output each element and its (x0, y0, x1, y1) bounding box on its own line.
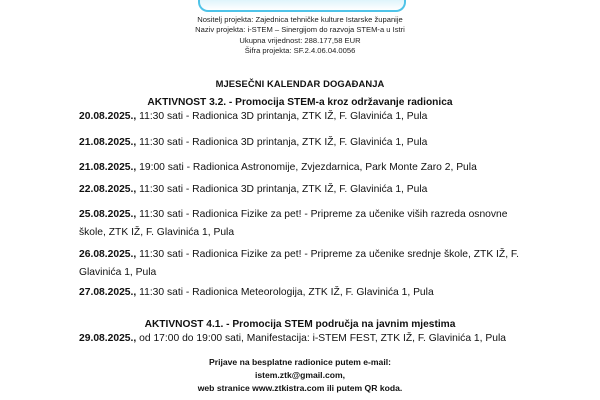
event-item (79, 159, 519, 177)
event-item (79, 206, 519, 241)
event-date: 27.08.2025., (79, 287, 137, 298)
event-text: 11:30 sati - Radionica Meteorologija, ZTK IŽ, F. Glavinića 1, Pula (136, 287, 434, 298)
registration-email: istem.ztk@gmail.com, (254, 370, 346, 381)
event-text: 11:30 sati - Radionica Fizike za pet! - Pripreme za učenike viših razreda osnovne škole, ZTK IŽ, F. Glavinića 1, Pula (79, 209, 508, 238)
event-date: 20.08.2025., (79, 111, 137, 122)
registration-footer (0, 356, 600, 396)
event-item (79, 134, 519, 152)
event-item (79, 108, 519, 126)
registration-web: web stranice www.ztkistra.com ili putem QR koda. (197, 383, 403, 394)
activity-heading-4-1: AKTIVNOST 4.1. - Promocija STEM područja na javnim mjestima (144, 319, 456, 330)
event-item (79, 284, 519, 302)
event-date: 29.08.2025., (79, 333, 137, 344)
event-item (79, 246, 519, 281)
project-info (0, 15, 600, 57)
event-text: 11:30 sati - Radionica 3D printanja, ZTK IŽ, F. Glavinića 1, Pula (136, 137, 428, 148)
event-text: 11:30 sati - Radionica Fizike za pet! - Pripreme za učenike srednje škole, ZTK IŽ, F. Glavinića 1, Pula (79, 249, 519, 278)
event-date: 21.08.2025., (79, 162, 137, 173)
activity-heading-3-2: AKTIVNOST 3.2. - Promocija STEM-a kroz održavanje radionica (147, 97, 453, 108)
event-item (79, 330, 519, 348)
event-text: 11:30 sati - Radionica 3D printanja, ZTK IŽ, F. Glavinića 1, Pula (136, 184, 428, 195)
project-logo (198, 0, 406, 12)
event-text: 11:30 sati - Radionica 3D printanja, ZTK IŽ, F. Glavinića 1, Pula (136, 111, 428, 122)
event-date: 21.08.2025., (79, 137, 137, 148)
project-code: Šifra projekta: SF.2.4.06.04.0056 (244, 46, 356, 56)
event-date: 22.08.2025., (79, 184, 137, 195)
event-date: 25.08.2025., (79, 209, 137, 220)
event-text: od 17:00 do 19:00 sati, Manifestacija: i-STEM FEST, ZTK IŽ, F. Glavinića 1, Pula (136, 333, 506, 344)
event-date: 26.08.2025., (79, 249, 137, 260)
project-holder: Nositelj projekta: Zajednica tehničke kulture Istarske županije (197, 15, 403, 24)
project-name: Naziv projekta: i-STEM – Sinergijom do razvoja STEM-a u Istri (195, 25, 405, 35)
event-text: 19:00 sati - Radionica Astronomije, Zvjezdarnica, Park Monte Zaro 2, Pula (136, 162, 477, 173)
calendar-title: MJESEČNI KALENDAR DOGAĐANJA (215, 78, 385, 89)
project-value: Ukupna vrijednost: 288.177,58 EUR (239, 35, 361, 45)
registration-note: Prijave na besplatne radionice putem e-mail: (209, 357, 391, 367)
event-item (79, 181, 519, 199)
